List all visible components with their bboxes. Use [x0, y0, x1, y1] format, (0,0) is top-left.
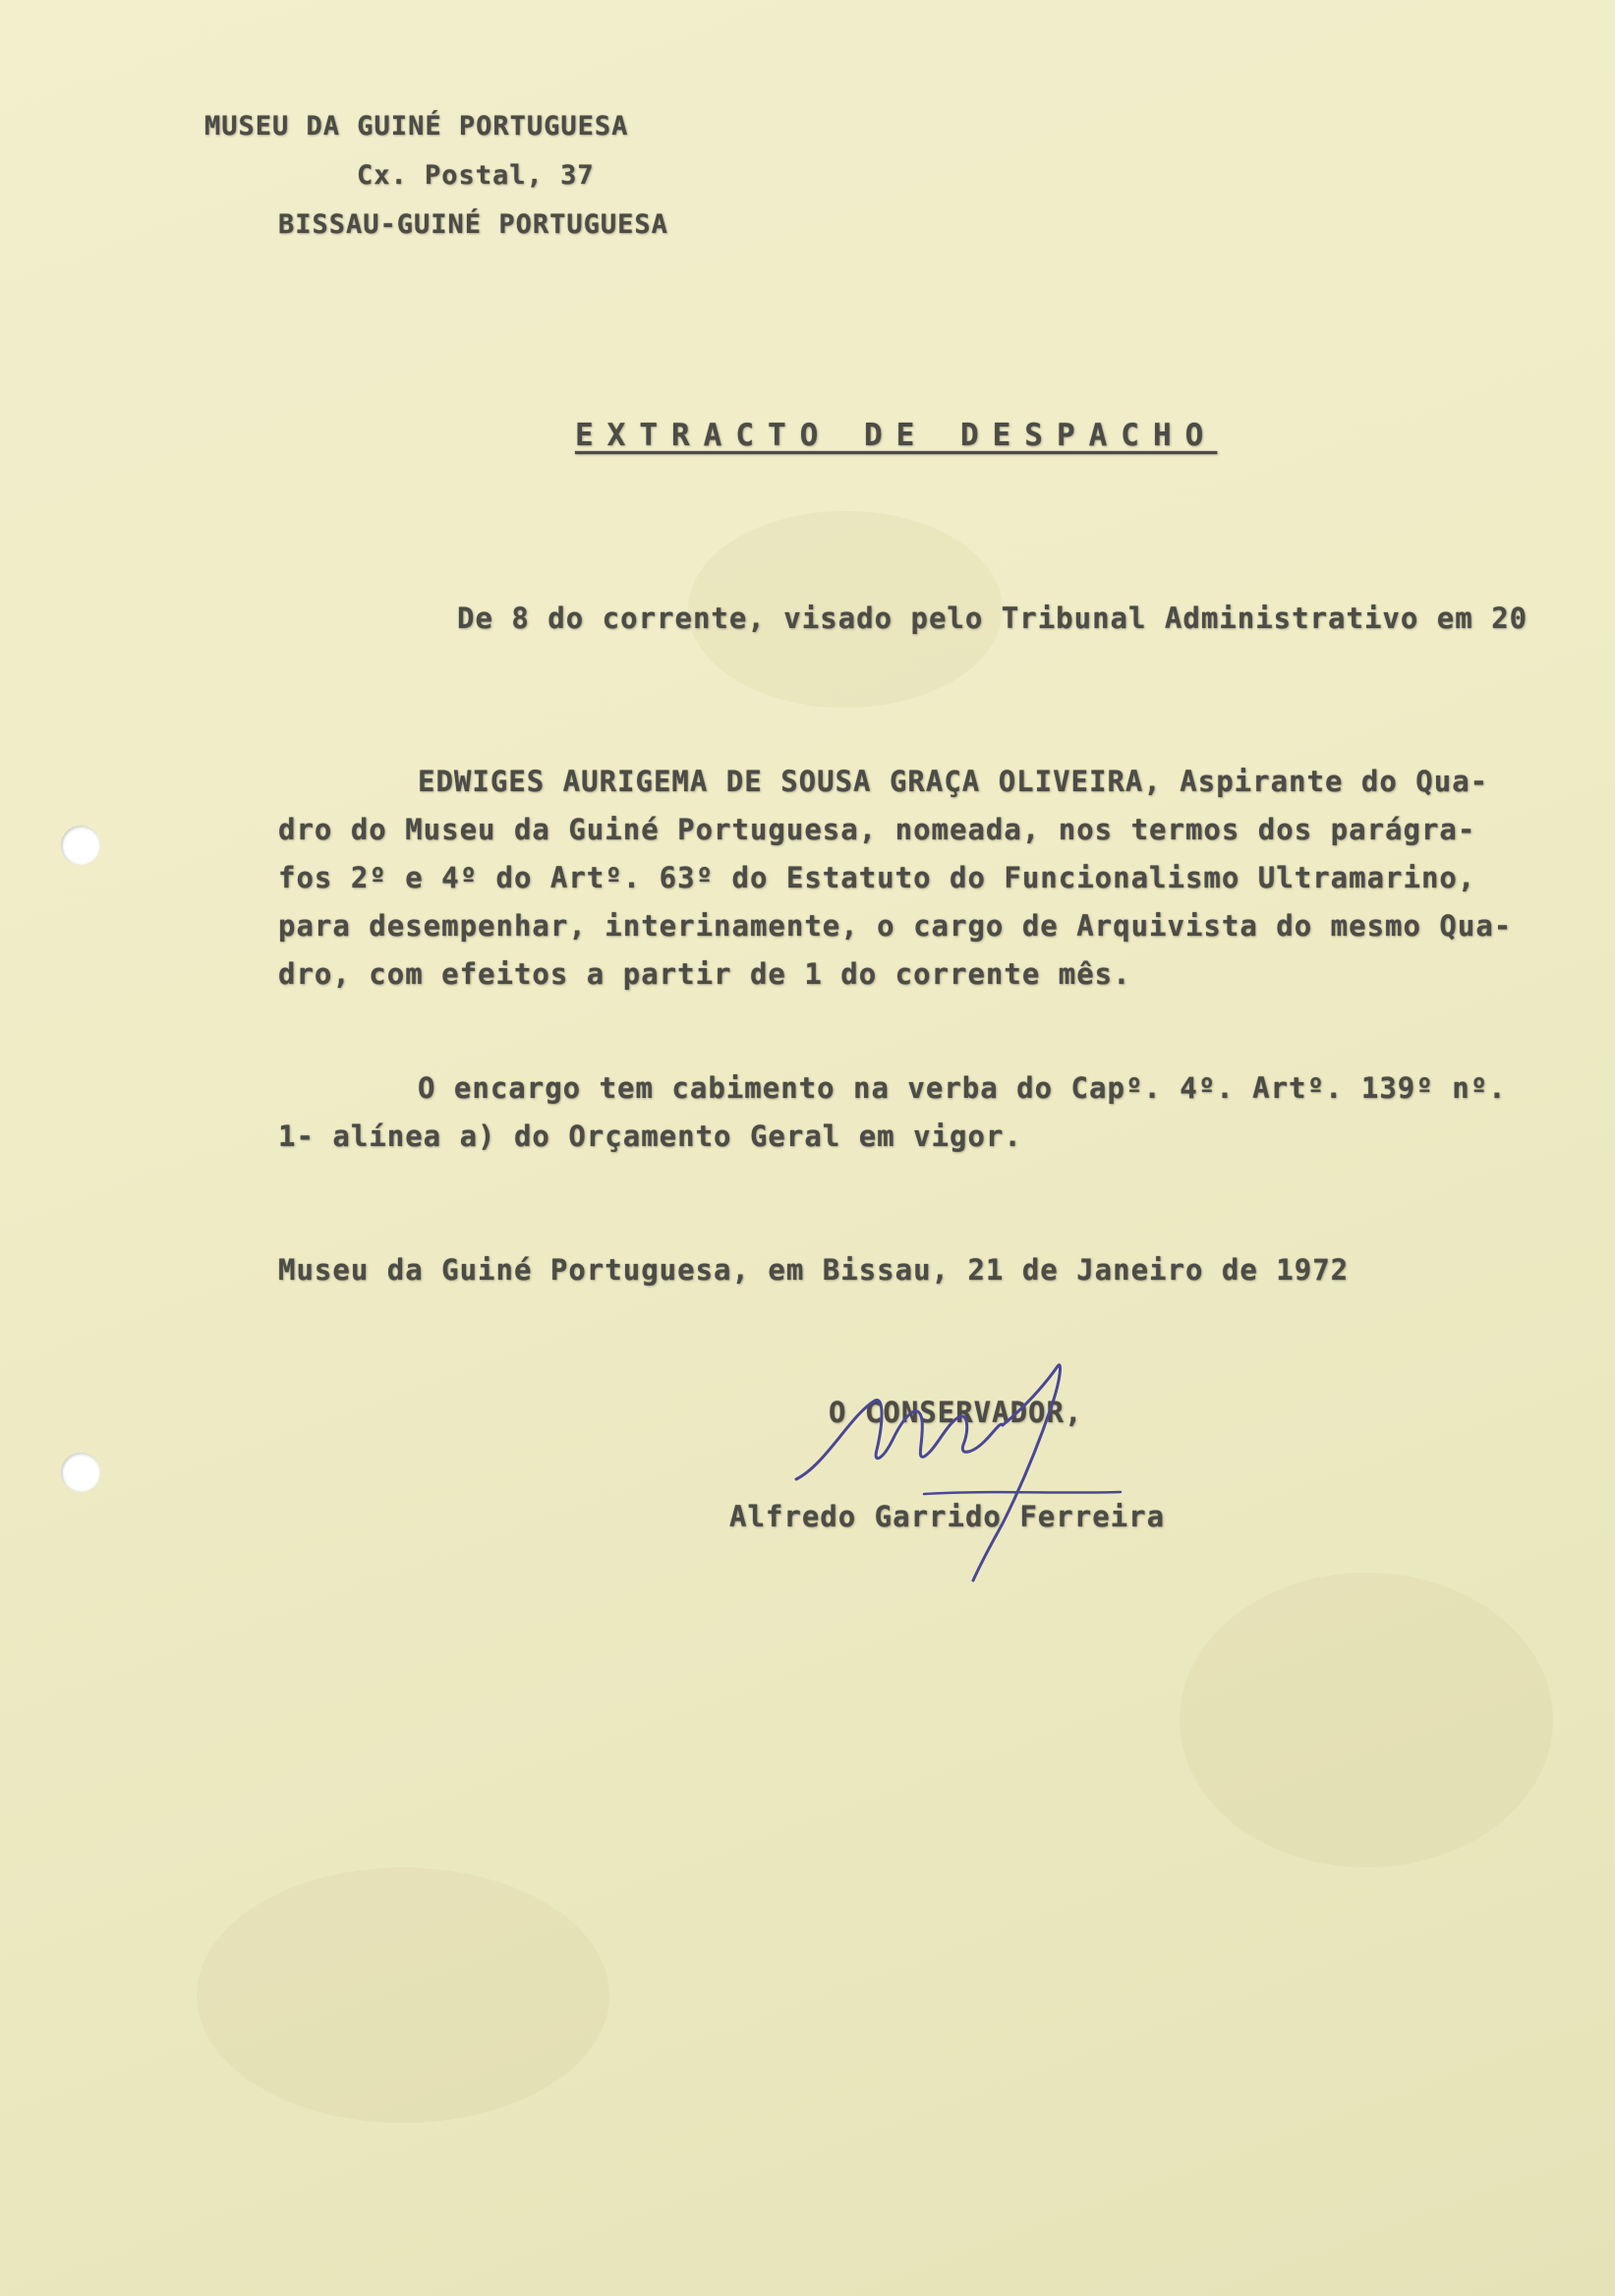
- paragraph-line: dro, com efeitos a partir de 1 do corrente mês.: [278, 957, 1131, 991]
- paragraph-line: O encargo tem cabimento na verba do Capº. 4º. Artº. 139º nº.: [418, 1071, 1507, 1105]
- signatory-name: Alfredo Garrido Ferreira: [729, 1500, 1166, 1533]
- punch-hole: [61, 826, 100, 865]
- paragraph-line: para desempenhar, interinamente, o cargo de Arquivista do mesmo Qua-: [278, 909, 1513, 943]
- paper-stain: [1180, 1573, 1553, 1867]
- place-date: Museu da Guiné Portuguesa, em Bissau, 21 de Janeiro de 1972: [278, 1253, 1350, 1287]
- paragraph-line: EDWIGES AURIGEMA DE SOUSA GRAÇA OLIVEIRA, Aspirante do Qua-: [418, 765, 1489, 798]
- paragraph-line: fos 2º e 4º do Artº. 63º do Estatuto do Funcionalismo Ultramarino,: [278, 861, 1476, 894]
- header-institution: MUSEU DA GUINÉ PORTUGUESA: [204, 111, 629, 142]
- punch-hole: [61, 1453, 100, 1492]
- document-title: EXTRACTO DE DESPACHO: [575, 418, 1218, 453]
- handwritten-signature: [767, 1347, 1219, 1592]
- paper-stain: [197, 1867, 609, 2123]
- header-postal-box: Cx. Postal, 37: [357, 160, 595, 191]
- intro-line: De 8 do corrente, visado pelo Tribunal Administrativo em 20: [457, 602, 1528, 635]
- header-city: BISSAU-GUINÉ PORTUGUESA: [278, 209, 668, 240]
- signatory-role: O CONSERVADOR,: [829, 1396, 1083, 1429]
- paragraph-line: 1- alínea a) do Orçamento Geral em vigor.: [278, 1119, 1022, 1153]
- paragraph-line: dro do Museu da Guiné Portuguesa, nomeada, nos termos dos parágra-: [278, 813, 1476, 846]
